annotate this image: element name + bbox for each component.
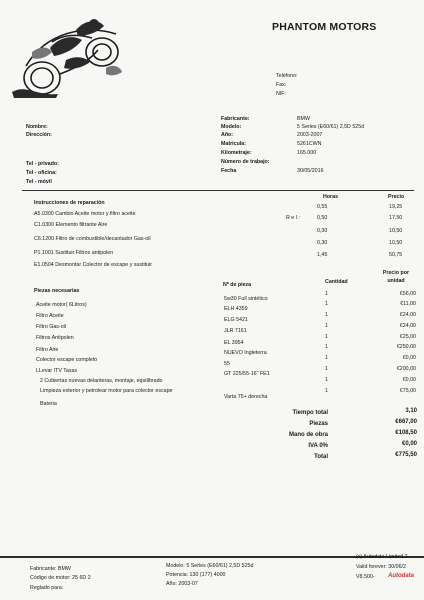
part-number: NUEVO Ingleterra: [224, 350, 267, 356]
labor-item-desc: P1.1001 Sustituir Filtros antipolen: [34, 250, 114, 256]
phone-label: Teléfono:: [276, 73, 298, 79]
part-price: €24,00: [399, 312, 416, 318]
footer-engine-code: Código de motor: 25 6D 2: [30, 575, 91, 581]
labor-item-hours: 0,30: [317, 240, 328, 246]
labor-item-price: 10,50: [389, 228, 403, 234]
part-price: €25,00: [399, 334, 416, 340]
part-desc: Aceite motor( 6Litros): [36, 302, 87, 308]
footer-manufacturer: Fabricante: BMW: [30, 566, 71, 572]
part-price: €56,00: [399, 291, 416, 297]
part-number: GT 225/55-16" FE1: [224, 371, 270, 377]
total-labor-value: €108,50: [395, 430, 417, 436]
total-parts-value: €667,00: [395, 419, 417, 425]
footer-copyright: (c) Autodata Limited 2: [356, 554, 408, 560]
footer-version: V8.500-: [356, 574, 375, 580]
part-number: 55: [224, 361, 230, 367]
part-number: JLR 7161: [224, 328, 247, 334]
part-qty: 1: [325, 355, 328, 361]
labor-item-desc: E1.0504 Desmontar Colector de escape y sustituir: [34, 262, 153, 268]
labor-item-hours: 0,30: [317, 228, 328, 234]
part-desc: Filtro Aceite: [36, 313, 64, 319]
fax-label: Fax:: [276, 82, 287, 88]
total-time-label: Tiempo total: [292, 410, 328, 416]
parts-col-number: Nº de pieza: [223, 282, 252, 288]
labor-item-price: 19,25: [389, 204, 403, 210]
vehicle-value-modelo: 5 Series (E60/61) 2,5D 525d: [297, 124, 365, 130]
part-number: ELH 4359: [224, 306, 248, 312]
labor-item-rel: R e l :: [286, 215, 300, 221]
part-desc: Filtro Gas-oil: [36, 324, 67, 330]
total-time-value: 3,10: [405, 408, 417, 414]
part-price: €250,00: [396, 344, 416, 350]
labor-item-price: 10,50: [389, 240, 403, 246]
part-qty: 1: [325, 377, 328, 383]
part-qty: 1: [325, 301, 328, 307]
vehicle-label-anio: Año:: [221, 132, 234, 138]
total-vat-value: €0,00: [401, 441, 417, 447]
parts-col-price-line2: unidad: [387, 278, 405, 284]
customer-office-phone: Tel - oficina:: [26, 170, 57, 176]
parts-col-price-line1: Precio por: [382, 270, 410, 276]
vehicle-label-modelo: Modelo:: [221, 124, 242, 130]
autodata-logo: Autodata: [388, 573, 414, 579]
part-qty: 1: [325, 323, 328, 329]
part-desc: Bateria: [40, 401, 57, 407]
footer-valid: Valid forever: 30/06/2: [356, 564, 406, 570]
vehicle-label-fabricante: Fabricante:: [221, 116, 250, 122]
part-price: €200,00: [396, 366, 416, 372]
part-qty: 1: [325, 312, 328, 318]
footer-model: Modelo: 5 Series (E60/61) 2,5D 525d: [166, 563, 254, 569]
part-price: €24,00: [399, 323, 416, 329]
part-price: €0,00: [402, 377, 416, 383]
vehicle-value-anio: 2003-2007: [297, 132, 323, 138]
motorcycle-logo: [6, 12, 128, 100]
part-price: €0,00: [402, 355, 416, 361]
part-number: Varta 75+ derecha: [224, 394, 268, 400]
footer-power: Potencia: 130 (177) 4000: [166, 572, 226, 578]
vehicle-value-matricula: 5261CWN: [297, 141, 322, 147]
total-label: Total: [314, 454, 328, 460]
labor-item-desc: C1.0300 Elemento filtrante Aire: [34, 222, 108, 228]
part-price: €11,00: [400, 301, 416, 307]
vehicle-value-fecha: 30/05/2016: [297, 168, 324, 174]
labor-item-price: 50,75: [389, 252, 403, 258]
labor-item-price: 17,50: [389, 215, 403, 221]
customer-name-label: Nombre:: [26, 124, 48, 130]
divider: [22, 190, 414, 191]
labor-item-hours: 0,55: [317, 204, 328, 210]
part-price: €75,00: [399, 388, 416, 394]
labor-col-price: Precio: [388, 194, 405, 200]
labor-col-hours: Horas: [323, 194, 339, 200]
labor-item-hours: 1,45: [317, 252, 328, 258]
labor-item-desc: C6.1200 Filtro de combustible/decantador Gas-oil: [34, 236, 151, 242]
part-desc: Limpieza exterior y petrolear motor para colector escape: [40, 388, 173, 394]
labor-section-title: Instrucciones de reparación: [34, 200, 105, 206]
customer-address-label: Dirección:: [26, 132, 52, 138]
vehicle-value-kilometraje: 165.000: [297, 150, 317, 156]
company-name: PHANTOM MOTORS: [272, 21, 377, 33]
part-qty: 1: [325, 334, 328, 340]
part-qty: 1: [325, 366, 328, 372]
part-qty: 1: [325, 291, 328, 297]
part-number: EL 3954: [224, 340, 244, 346]
vehicle-label-numero: Número de trabajo:: [221, 159, 270, 165]
part-number: ELG 5421: [224, 317, 248, 323]
vehicle-value-fabricante: BMW: [297, 116, 310, 122]
nif-label: NIF:: [276, 91, 287, 97]
total-labor-label: Mano de obra: [288, 432, 328, 438]
vehicle-label-fecha: Fecha: [221, 168, 237, 174]
footer-year: Año: 2003-07: [166, 581, 198, 587]
total-value: €775,50: [395, 452, 417, 458]
part-desc: LLevar ITV Tasas: [36, 368, 78, 374]
part-number: 5w30 Full sintético: [224, 296, 268, 302]
customer-private-phone: Tel - privado:: [26, 161, 59, 167]
vehicle-label-matricula: Matricula:: [221, 141, 247, 147]
part-desc: Filtro Aire: [36, 347, 59, 353]
part-qty: 1: [325, 388, 328, 394]
total-parts-label: Piezas: [309, 421, 328, 427]
labor-item-desc: A5.0300 Cambio Aceite motor y filtro aceite: [34, 211, 136, 217]
parts-col-qty: Cantidad: [325, 279, 348, 285]
parts-section-title: Piezas necesarias: [34, 288, 80, 294]
labor-item-hours: 0,50: [317, 215, 328, 221]
part-qty: 1: [325, 344, 328, 350]
vehicle-label-kilometraje: Kilometraje:: [221, 150, 252, 156]
part-desc: Filtros Antipolen: [36, 335, 74, 341]
customer-mobile-phone: Tel - móvil: [26, 179, 52, 185]
total-vat-label: IVA 0%: [308, 443, 328, 449]
part-desc: 2 Cubiertas nuevas delanteras, montaje, equilibrado: [40, 378, 163, 384]
part-desc: Colector escape completo: [36, 357, 98, 363]
footer-regulated: Reglado para:: [30, 585, 64, 591]
